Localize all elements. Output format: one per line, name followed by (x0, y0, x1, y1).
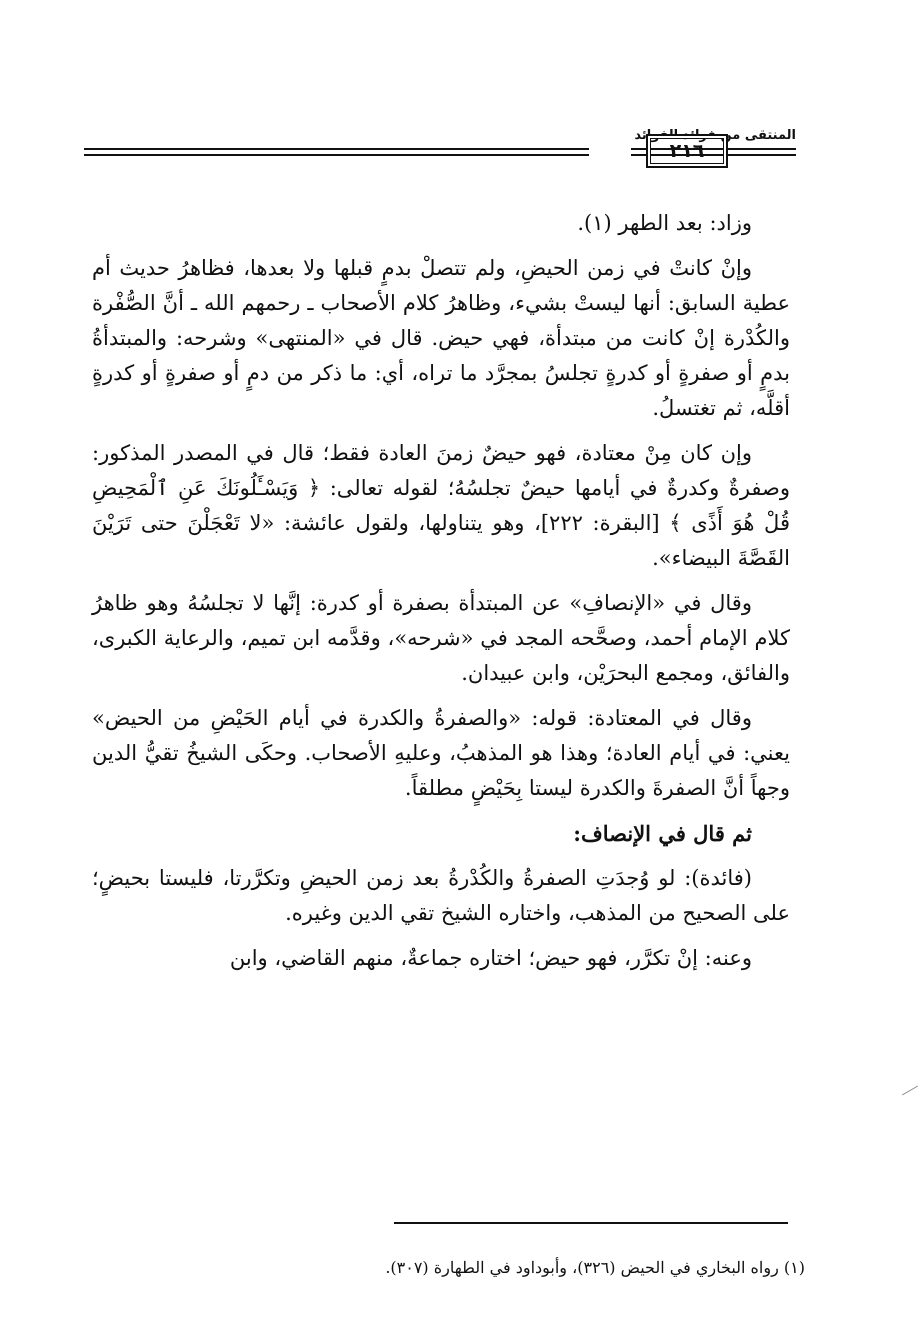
footnote-separator (394, 1222, 788, 1224)
paragraph-5: وقال في المعتادة: قوله: «والصفرةُ والكدرة في أيام الحَيْضِ من الحيض» يعني: في أيام العادة؛ وهذا هو المذهبُ، وعليهِ الأصحاب. وحكَى الشيخُ تقيُّ الدين وجهاً أنَّ الصفرةَ والكدرة ليستا بِحَيْضٍ مطلقاً. (92, 706, 790, 800)
paragraph-6: ثم قال في الإنصاف: (573, 821, 752, 846)
book-title: المنتقى من فرائد الفوائد (634, 128, 796, 143)
paragraph-2: وإنْ كانتْ في زمن الحيضِ، ولم تتصلْ بدمٍ قبلها ولا بعدها، فظاهرُ حديث أم عطية السابق: أنها ليستْ بشيء، وظاهرُ كلام الأصحاب ـ رحمهم الله ـ أنَّ الصُّفْرة والكُدْرة إنْ كانت من مبتدأة، فهي حيض. قال في «المنتهى» وشرحه: والمبتدأةُ بدمٍ أو صفرةٍ أو كدرةٍ تجلسُ بمجرَّد ما تراه، أي: ما ذكر من دمٍ أو صفرةٍ أو كدرةٍ أقلَّه، ثم تغتسلُ. (92, 256, 790, 420)
main-text (92, 206, 790, 986)
header-rule-left (84, 148, 589, 156)
page-number: ٢١٦ (646, 134, 728, 168)
scan-mark (902, 1086, 918, 1096)
footnote-1: (١) رواه البخاري في الحيض (٣٢٦)، وأبوداود في الطهارة (٣٠٧). (385, 1258, 805, 1277)
paragraph-1: وزاد: بعد الطهر (١). (577, 211, 752, 235)
paragraph-4: وقال في «الإنصافِ» عن المبتدأة بصفرة أو كدرة: إنَّها لا تجلسُهُ وهو ظاهرُ كلام الإمام أحمد، وصحَّحه المجد في «شرحه»، وقدَّمه ابن تميم، والرعاية الكبرى، والفائق، ومجمع البحرَيْن، وابن عبيدان. (92, 591, 790, 685)
paragraph-8: وعنه: إنْ تكرَّر، فهو حيض؛ اختاره جماعةٌ، منهم القاضي، وابن (229, 946, 752, 970)
paragraph-3: وإن كان مِنْ معتادة، فهو حيضٌ زمنَ العادة فقط؛ قال في المصدر المذكور: وصفرةٌ وكدرةٌ في أيامها حيضٌ تجلسُهُ؛ لقوله تعالى: ﴿ وَيَسْـَٔلُونَكَ عَنِ ٱلْمَحِيضِ قُلْ هُوَ أَذًى ﴾ [البقرة: ٢٢٢]، وهو يتناولها، ولقول عائشة: «لا تَعْجَلْنَ حتى تَرَيْنَ القَصَّةَ البيضاء». (92, 441, 790, 570)
page-header (84, 122, 796, 174)
paragraph-7: (فائدة): لو وُجدَتِ الصفرةُ والكُدْرةُ بعد زمن الحيضِ وتكرَّرتا، فليستا بحيضٍ؛ على الصحيح من المذهب، واختاره الشيخ تقي الدين وغيره. (92, 866, 790, 925)
